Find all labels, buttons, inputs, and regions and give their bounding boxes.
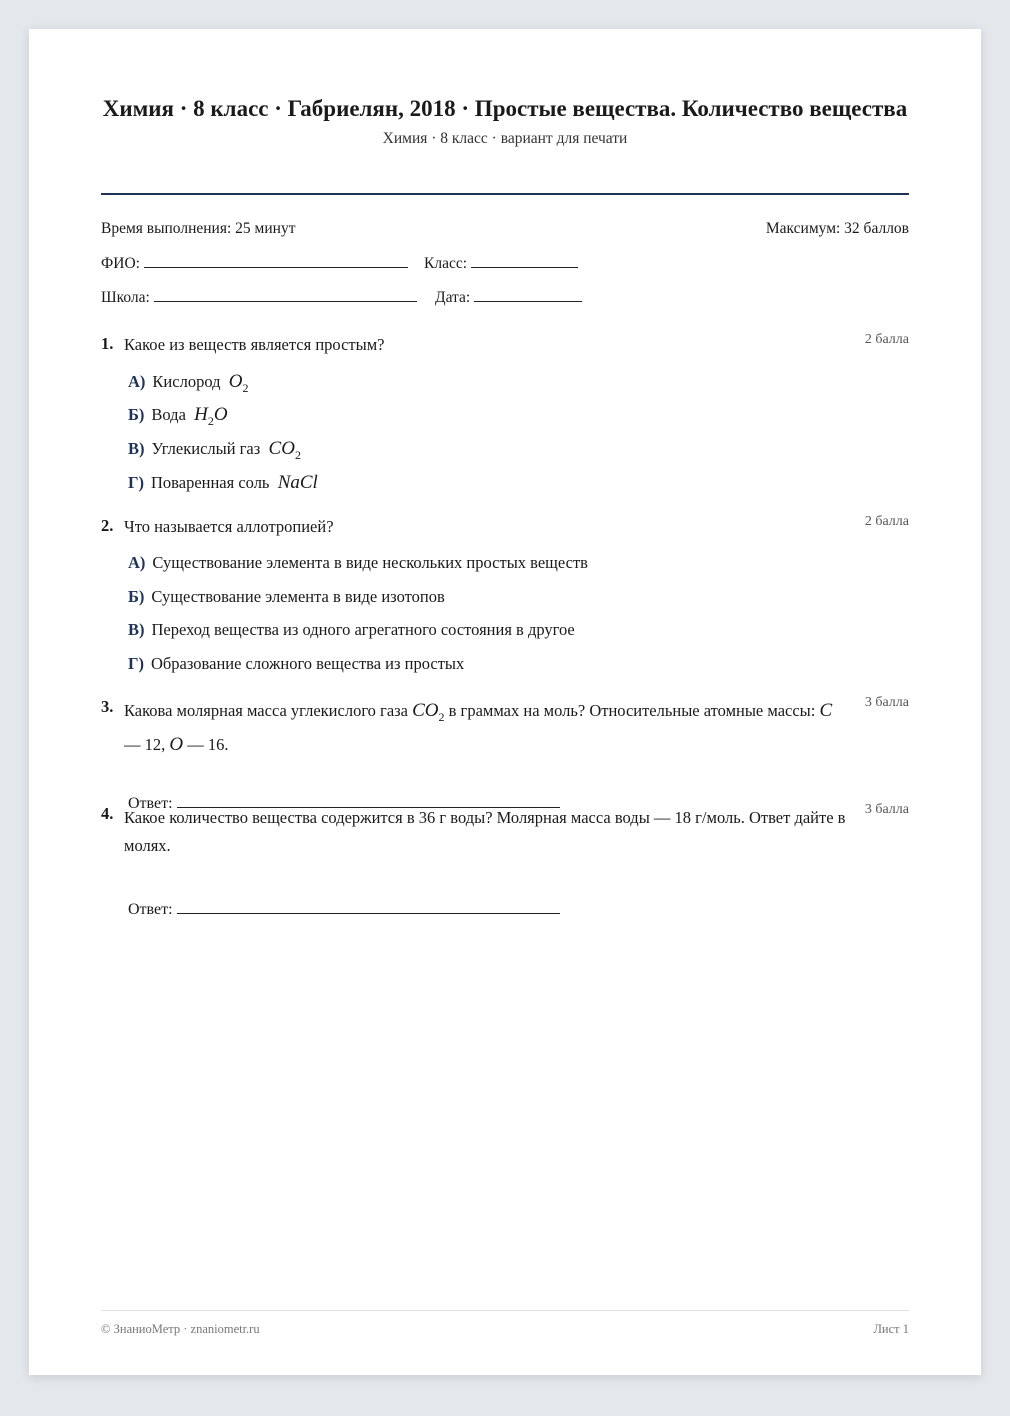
page-subtitle: Химия · 8 класс · вариант для печати: [382, 130, 628, 147]
option-letter: Б): [128, 405, 145, 424]
option-c[interactable]: [128, 438, 301, 463]
formula-main: CO: [268, 438, 295, 459]
question-points: 3 балла: [864, 802, 909, 817]
chemical-formula: [194, 404, 228, 428]
formula-subscript: 2: [242, 380, 249, 395]
footer-sheet-number: Лист 1: [873, 1322, 909, 1336]
question-text: [124, 697, 849, 759]
date-field[interactable]: [435, 287, 582, 307]
footer-copyright: © ЗнаниоМетр · znaniometr.ru: [101, 1322, 260, 1336]
chemical-formula: [412, 700, 445, 724]
school-blank[interactable]: [154, 287, 417, 302]
option-letter: Г): [128, 654, 144, 673]
option-text: Углекислый газ: [151, 439, 261, 458]
formula-tail: O: [213, 404, 228, 425]
formula-main: CO: [412, 700, 439, 721]
element-symbol: C: [819, 700, 833, 721]
formula-main: H: [194, 404, 208, 425]
option-b[interactable]: [128, 404, 228, 429]
meta-row-time: [101, 220, 909, 240]
time-limit: Время выполнения: 25 минут: [101, 220, 296, 237]
option-a[interactable]: [128, 553, 588, 573]
chemical-formula: [228, 371, 249, 395]
question-text: Какое количество вещества содержится в 36 г воды? Молярная масса воды — 18 г/моль. Ответ дайте в молях.: [124, 808, 846, 855]
formula-subscript: 2: [207, 413, 214, 428]
meta-row-fio: [101, 253, 909, 273]
option-letter: А): [128, 372, 146, 391]
option-d[interactable]: [128, 472, 318, 494]
question-text: Какое из веществ является простым?: [124, 335, 385, 354]
question-number: 2.: [101, 516, 114, 535]
option-letter: Б): [128, 587, 145, 606]
max-score: Максимум: 32 баллов: [765, 220, 909, 237]
option-text: Поваренная соль: [151, 473, 270, 492]
option-letter: В): [128, 620, 145, 639]
chemical-formula: [278, 472, 318, 493]
option-text: Вода: [151, 405, 186, 424]
date-label: Дата:: [435, 289, 471, 306]
question-points: 2 балла: [864, 332, 909, 347]
fio-blank[interactable]: [144, 253, 408, 268]
formula-main: NaCl: [277, 472, 318, 493]
option-text: Образование сложного вещества из простых: [151, 654, 465, 673]
question-text-part: в граммах на моль? Относительные атомные массы:: [448, 701, 816, 720]
class-blank[interactable]: [471, 253, 578, 268]
element-symbol: O: [169, 733, 184, 755]
meta-row-school: [101, 287, 909, 307]
date-blank[interactable]: [474, 287, 582, 302]
question-number: 3.: [101, 697, 114, 716]
option-letter: Г): [128, 473, 144, 492]
option-text: Существование элемента в виде нескольких простых веществ: [152, 553, 588, 572]
question-number: 1.: [101, 334, 114, 353]
chemical-formula: [268, 438, 301, 462]
class-field[interactable]: [424, 253, 578, 273]
header-divider: [101, 193, 909, 195]
option-c[interactable]: [128, 620, 575, 640]
worksheet-page: [29, 29, 981, 1375]
school-field[interactable]: [101, 287, 417, 307]
question-number: 4.: [101, 804, 114, 823]
formula-main: O: [228, 371, 243, 392]
question-points: 2 балла: [864, 514, 909, 529]
question-text-part: Какова молярная масса углекислого газа: [124, 701, 408, 720]
option-d[interactable]: [128, 654, 464, 674]
fio-label: ФИО:: [101, 255, 140, 272]
option-letter: А): [128, 553, 146, 572]
element-mass: — 16.: [187, 734, 229, 754]
page-title: Химия · 8 класс · Габриелян, 2018 · Простые вещества. Количество вещества: [102, 96, 908, 121]
school-label: Школа:: [101, 289, 150, 306]
question-text: Что называется аллотропией?: [124, 517, 334, 536]
footer-divider: [101, 1310, 909, 1311]
header: [101, 95, 909, 148]
fio-field[interactable]: [101, 253, 408, 273]
formula-subscript: 2: [438, 709, 445, 724]
answer-label: Ответ:: [128, 795, 173, 812]
option-a[interactable]: [128, 371, 248, 396]
question-points: 3 балла: [864, 695, 909, 710]
class-label: Класс:: [424, 255, 468, 272]
answer-label: Ответ:: [128, 901, 173, 918]
option-text: Переход вещества из одного агрегатного состояния в другое: [151, 620, 575, 639]
option-text: Существование элемента в виде изотопов: [151, 587, 445, 606]
element-mass: — 12,: [124, 734, 166, 754]
option-letter: В): [128, 439, 145, 458]
answer-field[interactable]: [128, 899, 560, 919]
option-b[interactable]: [128, 587, 445, 607]
option-text: Кислород: [152, 372, 221, 391]
answer-blank[interactable]: [177, 899, 560, 914]
formula-subscript: 2: [294, 447, 301, 462]
